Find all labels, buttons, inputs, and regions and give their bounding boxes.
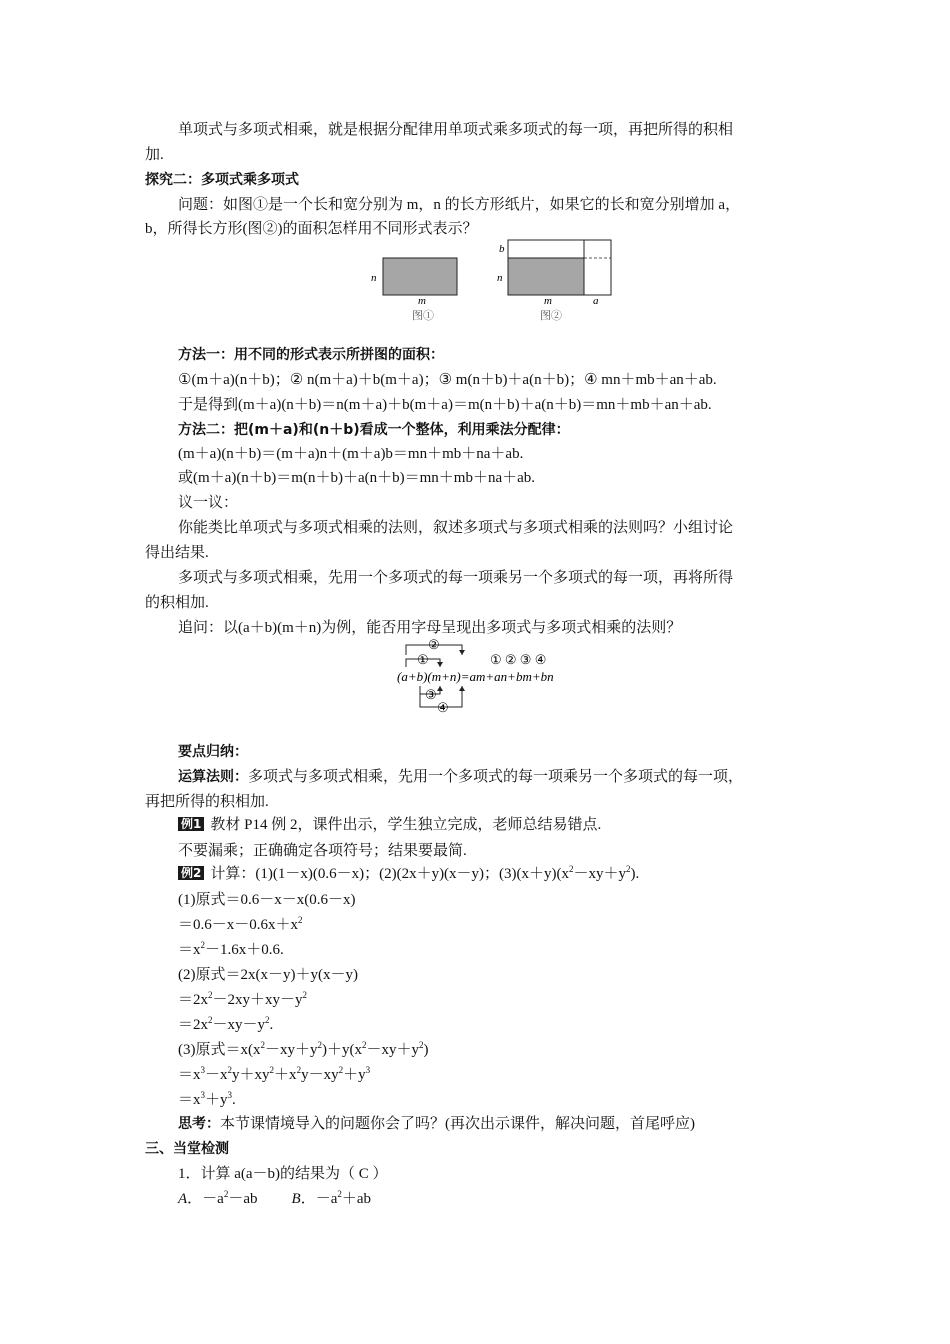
discuss-question-2: 得出结果. <box>145 545 209 561</box>
summary-rule-line-2: 再把所得的积相加. <box>145 794 269 810</box>
sup: 2 <box>223 1189 229 1199</box>
example-2 <box>178 864 639 884</box>
example-2-badge: 例2 <box>178 866 204 880</box>
fig2-m-label: m <box>544 295 552 307</box>
solution-1-line-3 <box>178 940 284 960</box>
sup: 3 <box>200 1065 206 1075</box>
s: . <box>232 1092 236 1108</box>
diagram-top-numbers: ① ② ③ ④ <box>490 652 547 667</box>
figure-1 <box>371 258 457 322</box>
sup: 2 <box>626 864 631 874</box>
solution-1-line-1: (1)原式＝0.6－x－x(0.6－x) <box>178 892 356 908</box>
example-1-note: 不要漏乘；正确确定各项符号；结果要最简. <box>178 843 467 859</box>
fig2-n-label: n <box>497 272 503 284</box>
discuss-label: 议一议： <box>178 495 239 511</box>
rule-label: 运算法则： <box>178 769 248 785</box>
option-a-text: ．－a <box>187 1191 224 1207</box>
method1-result: 于是得到(m＋a)(n＋b)＝n(m＋a)＋b(m＋a)＝m(n＋b)＋a(n＋b)＝mn＋mb＋an＋ab. <box>178 397 712 413</box>
sup: 2 <box>419 1040 424 1050</box>
solution-2-line-3 <box>178 1015 273 1035</box>
option-a-text-b: －ab <box>228 1191 258 1207</box>
discuss-question-1: 你能类比单项式与多项式相乘的法则，叙述多项式与多项式相乘的法则吗？小组讨论 <box>178 520 734 536</box>
s: －2xy＋xy－y <box>212 992 303 1008</box>
solution-2-line-2 <box>178 990 307 1010</box>
solution-2-line-1: (2)原式＝2x(x－y)＋y(x－y) <box>178 967 358 983</box>
example-1 <box>178 815 601 835</box>
s: y＋xy <box>232 1067 270 1083</box>
diagram-num-2: ② <box>428 637 440 652</box>
example-1-badge: 例1 <box>178 817 204 831</box>
fig2-b-label: b <box>499 243 505 255</box>
think-text: 本节课情境导入的问题你会了吗？(再次出示课件，解决问题，首尾呼应) <box>220 1116 695 1132</box>
s: －xy＋y <box>366 1042 420 1058</box>
discuss-answer-1: 多项式与多项式相乘，先用一个多项式的每一项乘另一个多项式的每一项，再将所得 <box>178 570 734 586</box>
s: －1.6x＋0.6. <box>205 942 284 958</box>
example-2-text-c: ). <box>630 866 640 882</box>
sup: 2 <box>265 1015 270 1025</box>
s: ＝x <box>178 1092 201 1108</box>
method1-forms: ①(m＋a)(n＋b)；② n(m＋a)＋b(m＋a)；③ m(n＋b)＋a(n＋b)；④ mn＋mb＋an＋ab. <box>178 372 717 388</box>
rule-line-1: 单项式与多项式相乘，就是根据分配律用单项式乘多项式的每一项，再把所得的积相 <box>178 122 734 138</box>
method1-heading: 方法一：用不同的形式表示所拼图的面积： <box>178 347 444 363</box>
s: y－xy <box>301 1067 339 1083</box>
think-label: 思考： <box>178 1116 220 1132</box>
sup: 3 <box>200 1090 206 1100</box>
solution-3-line-1 <box>178 1040 429 1060</box>
section-heading-test: 三、当堂检测 <box>145 1141 229 1157</box>
solution-3-line-3 <box>178 1090 236 1110</box>
section-heading-explore2: 探究二：多项式乘多项式 <box>145 172 299 188</box>
expansion-diagram <box>392 636 602 718</box>
option-b-text: ．－a <box>300 1191 338 1207</box>
summary-heading: 要点归纳： <box>178 744 248 760</box>
sup: 2 <box>200 940 206 950</box>
test-options <box>178 1189 371 1209</box>
diagram-expression: (a+b)(m+n)=am+an+bm+bn <box>397 669 554 684</box>
solution-1-line-2 <box>178 915 303 935</box>
s: ＝0.6－x－0.6x＋x <box>178 917 299 933</box>
sup: 2 <box>337 1189 342 1199</box>
method2-heading: 方法二：把(m＋a)和(n＋b)看成一个整体，利用乘法分配律： <box>178 422 570 438</box>
sup: 2 <box>302 990 308 1000</box>
fig1-m-label: m <box>418 295 426 307</box>
s: －xy－y <box>212 1017 266 1033</box>
s: ＝2x <box>178 992 209 1008</box>
rule-text: 多项式与多项式相乘，先用一个多项式的每一项乘另一个多项式的每一项， <box>248 769 744 785</box>
diagram-num-1: ① <box>417 652 429 667</box>
discuss-followup: 追问：以(a＋b)(m＋n)为例，能否用字母呈现出多项式与多项式相乘的法则？ <box>178 620 682 636</box>
diagram-num-3: ③ <box>425 687 437 702</box>
solution-3-line-2 <box>178 1065 370 1085</box>
sup: 2 <box>569 864 574 874</box>
sup: 2 <box>269 1065 275 1075</box>
rectangle-figures <box>360 236 620 326</box>
discuss-answer-2: 的积相加. <box>145 595 209 611</box>
sup: 3 <box>227 1090 233 1100</box>
example-2-text-a: 计算：(1)(1－x)(0.6－x)；(2)(2x＋y)(x－y)；(3)(x＋y)(x <box>210 866 570 882</box>
s: －xy＋y <box>265 1042 318 1058</box>
s: ＝x <box>178 1067 201 1083</box>
sup: 2 <box>296 1065 302 1075</box>
s: ＋y <box>343 1067 366 1083</box>
s: －x <box>205 1067 228 1083</box>
s: ＝2x <box>178 1017 209 1033</box>
example-1-text: 教材 P14 例 2，课件出示，学生独立完成，老师总结易错点. <box>210 817 602 833</box>
fig2-a-label: a <box>593 295 599 307</box>
s: . <box>269 1017 274 1033</box>
sup: 2 <box>338 1065 344 1075</box>
problem-line-1: 问题：如图①是一个长和宽分别为 m，n 的长方形纸片，如果它的长和宽分别增加 a， <box>178 197 741 213</box>
method2-line-1: (m＋a)(n＋b)＝(m＋a)n＋(m＋a)b＝mn＋mb＋na＋ab. <box>178 446 524 462</box>
sup: 3 <box>365 1065 371 1075</box>
test-question-1: 1．计算 a(a－b)的结果为（ C ） <box>178 1166 388 1182</box>
summary-rule-line-1 <box>178 767 743 787</box>
s: ＝x <box>178 942 201 958</box>
option-b-letter: B <box>291 1191 301 1207</box>
method2-line-2: 或(m＋a)(n＋b)＝m(n＋b)＋a(n＋b)＝mn＋mb＋na＋ab. <box>178 470 536 486</box>
sup: 2 <box>208 1015 213 1025</box>
fig1-n-label: n <box>371 272 377 284</box>
sup: 2 <box>260 1040 265 1050</box>
rule-line-2: 加. <box>145 147 164 163</box>
sup: 2 <box>362 1040 367 1050</box>
sup: 2 <box>298 915 303 925</box>
example-2-text-b: －xy＋y <box>573 866 627 882</box>
option-a-letter: A <box>178 1191 188 1207</box>
problem-line-2: b，所得长方形(图②)的面积怎样用不同形式表示？ <box>145 221 478 237</box>
fig2-caption: 图② <box>540 310 562 322</box>
s: )＋y(x <box>322 1042 363 1058</box>
fig1-caption: 图① <box>412 310 434 322</box>
sup: 2 <box>317 1040 323 1050</box>
diagram-num-4: ④ <box>437 700 449 715</box>
sup: 2 <box>227 1065 233 1075</box>
option-b-text-b: ＋ab <box>341 1191 372 1207</box>
figure-2 <box>497 240 611 322</box>
sup: 2 <box>208 990 213 1000</box>
think-line <box>178 1114 695 1134</box>
s: ) <box>423 1042 429 1058</box>
s: ＋x <box>274 1067 297 1083</box>
s: (3)原式＝x(x <box>178 1042 261 1058</box>
s: ＋y <box>205 1092 228 1108</box>
